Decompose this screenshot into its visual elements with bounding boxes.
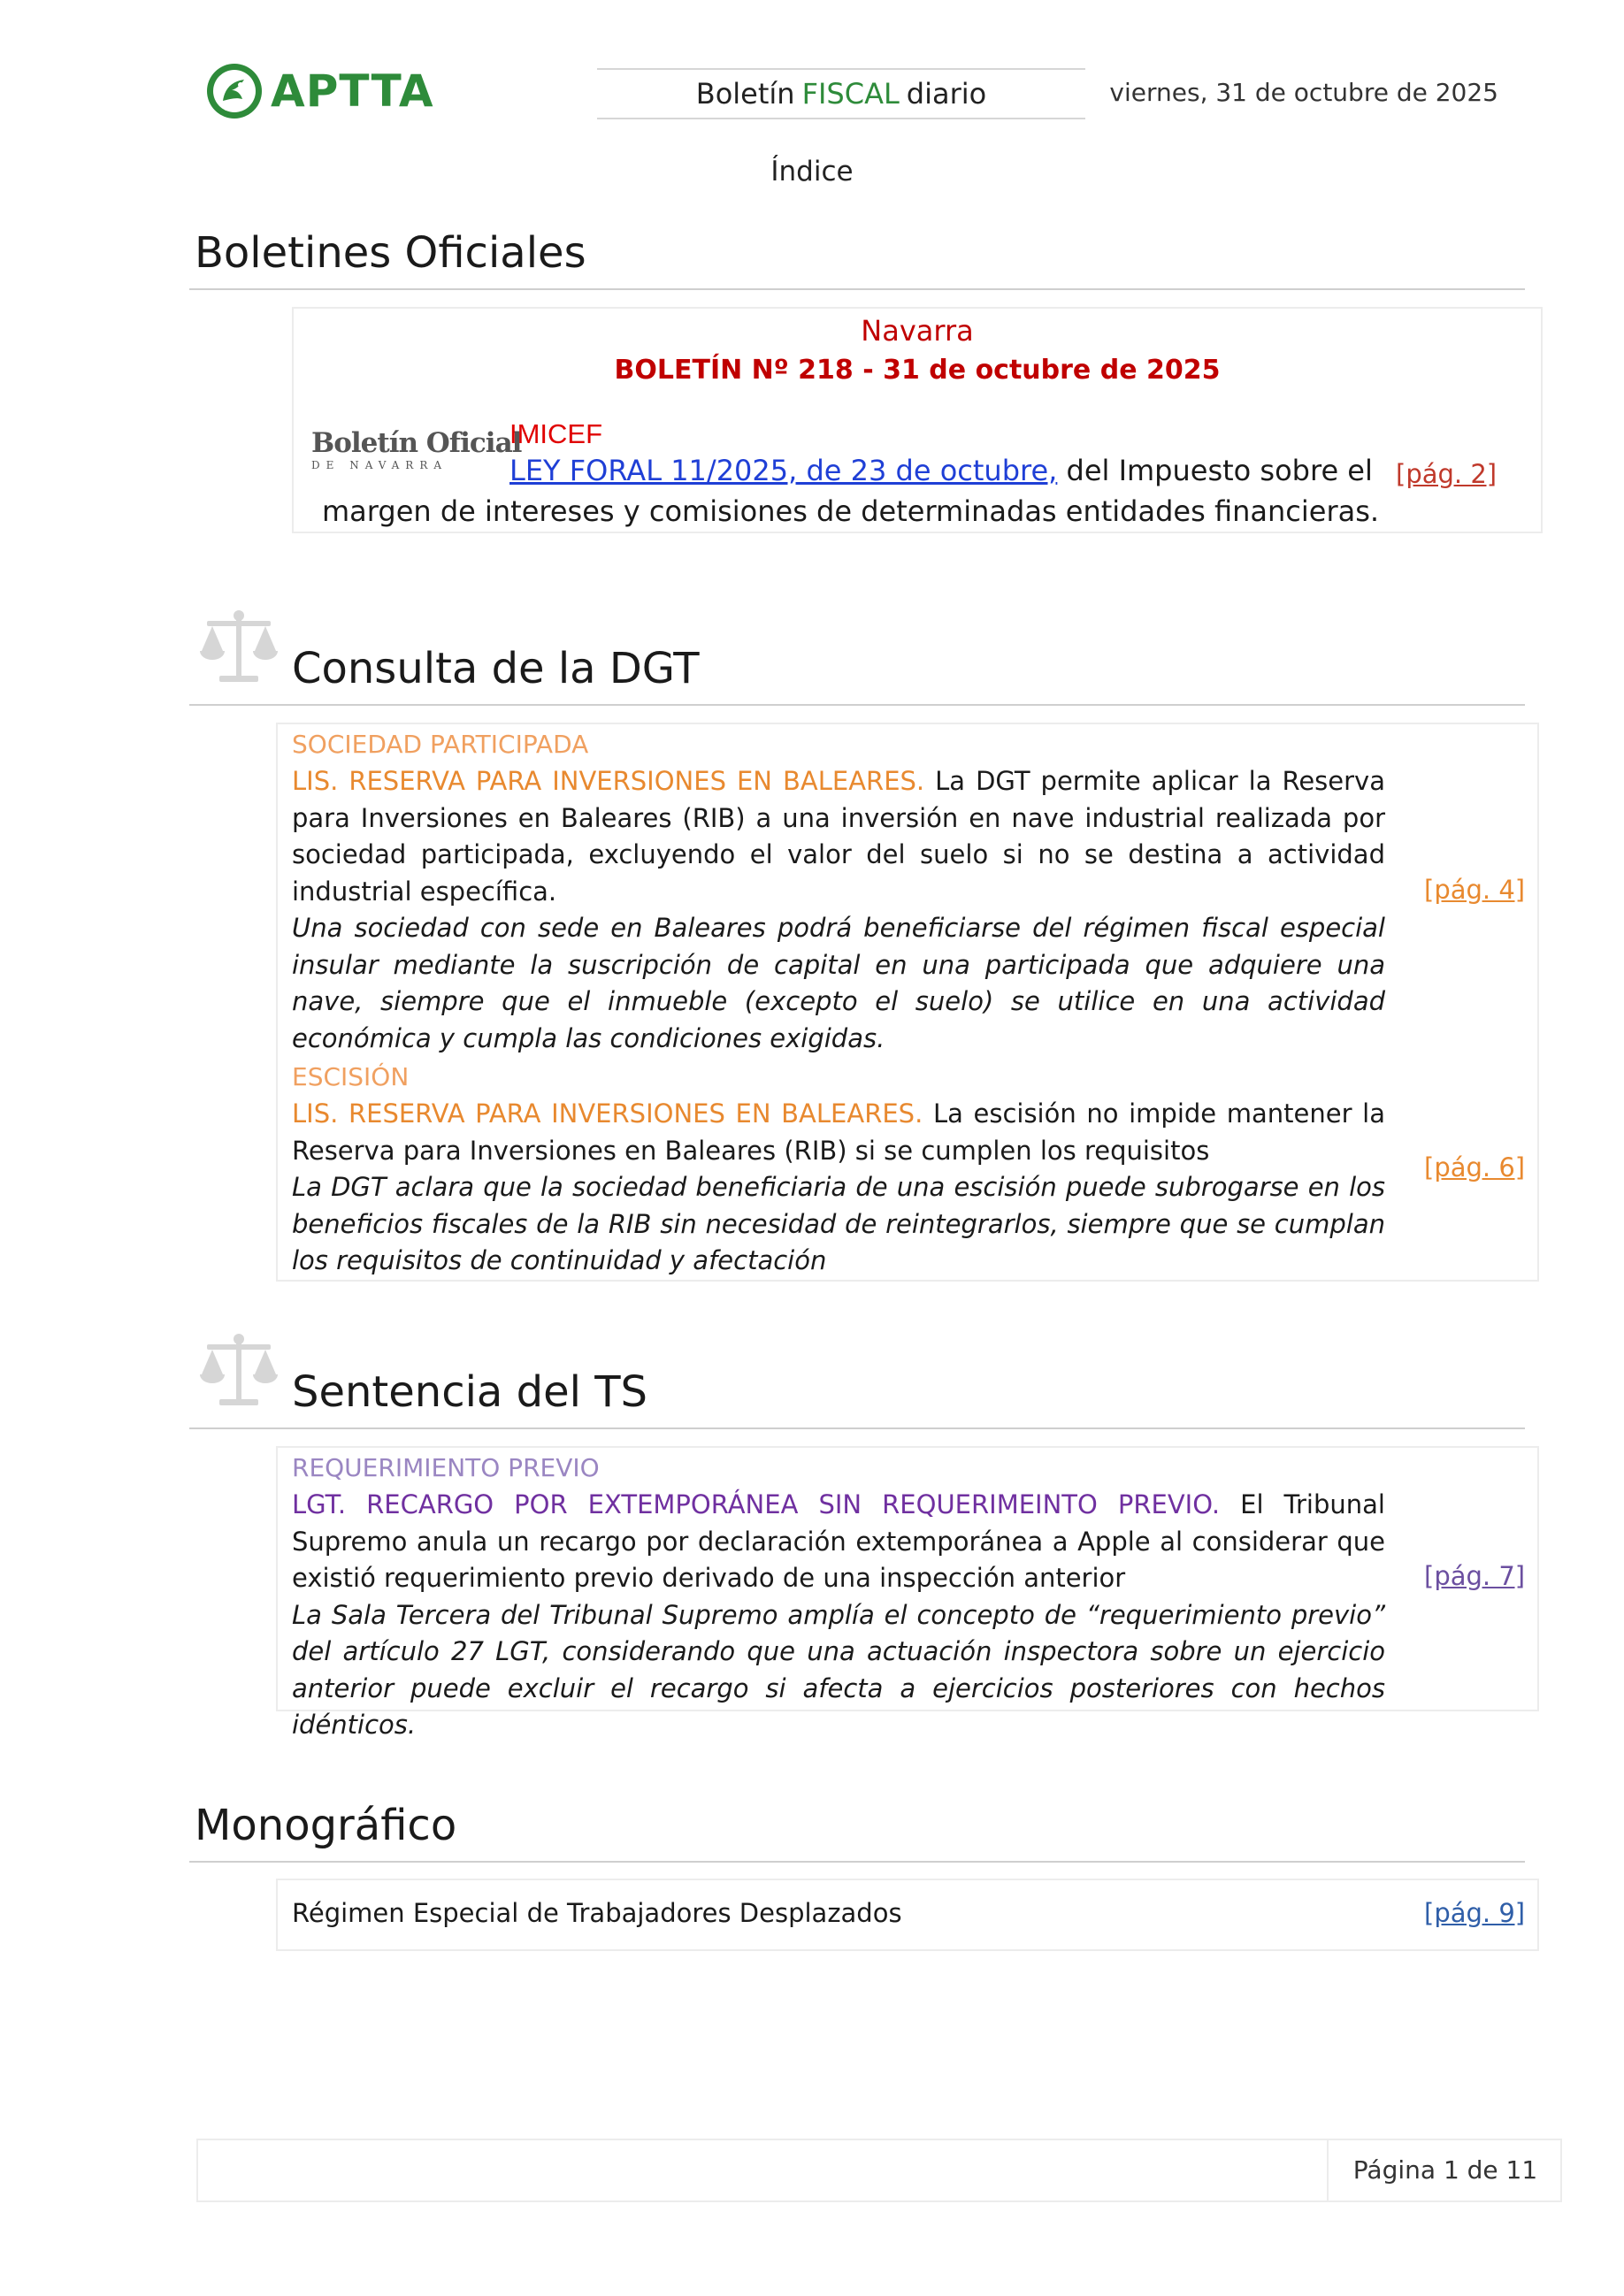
dgt-page-ref-2[interactable]: [pág. 6]: [1424, 1152, 1526, 1182]
ts-category: REQUERIMIENTO PREVIO: [292, 1453, 600, 1482]
region-label: Navarra: [861, 314, 974, 348]
monografico-page-ref[interactable]: [pág. 9]: [1424, 1898, 1526, 1928]
section-heading-monografico: Monográfico: [195, 1801, 457, 1850]
title-post: diario: [906, 77, 987, 111]
section-rule: [189, 1861, 1525, 1863]
dgt-category-2: ESCISIÓN: [292, 1062, 410, 1091]
logo-line2: DE NAVARRA: [311, 459, 448, 471]
ts-summary: La Sala Tercera del Tribunal Supremo amplía el concepto de “requerimiento previo” del artículo 27 LGT, considerando que una actuación inspectora sobre un ejercicio anterior puede excluir el recargo si afecta a ejercicios posteriores con hechos idénticos.: [292, 1599, 1385, 1740]
monografico-item: Régimen Especial de Trabajadores Desplazados: [292, 1898, 902, 1928]
ts-entry: [292, 1487, 1385, 1744]
scale-icon: [196, 607, 281, 692]
aptta-logo: [205, 60, 453, 122]
title-pre: Boletín: [695, 77, 795, 111]
ts-title: LGT. RECARGO POR EXTEMPORÁNEA SIN REQUERIMEINTO PREVIO.: [292, 1489, 1221, 1519]
dgt-entry-2: [292, 1096, 1385, 1280]
dgt-text-1: La DGT permite aplicar la Reserva para Inversiones en Baleares (RIB) a una inversión en nave industrial realizada por sociedad participada, excluyendo el valor del suelo si no se destina a actividad industrial específica.: [292, 766, 1385, 907]
dgt-category-1: SOCIEDAD PARTICIPADA: [292, 730, 589, 759]
section-rule: [189, 1427, 1525, 1429]
section-rule: [189, 704, 1525, 706]
section-heading-dgt: Consulta de la DGT: [292, 644, 700, 693]
scale-icon: [196, 1330, 281, 1415]
dgt-summary-1: Una sociedad con sede en Baleares podrá beneficiarse del régimen fiscal especial insular mediante la suscripción de capital en una participada que adquiere una nave, siempre que el inmueble (excepto el suelo) se utilice en una actividad económica y cumpla las condiciones exigidas.: [292, 913, 1385, 1053]
aptta-logo-icon: [205, 62, 264, 120]
law-line-2: margen de intereses y comisiones de determinadas entidades financieras.: [322, 494, 1380, 528]
bulletin-header-title: [597, 68, 1085, 119]
monografico-box: [276, 1879, 1539, 1951]
dgt-title-2: LIS. RESERVA PARA INVERSIONES EN BALEARES.: [292, 1098, 923, 1129]
footer-page-number: Página 1 de 11: [1352, 2154, 1538, 2185]
logo-line1: Boletín Oficial: [311, 427, 522, 459]
dgt-entry-1: [292, 763, 1385, 1057]
law-line-1: [509, 454, 1394, 487]
law-link[interactable]: LEY FORAL 11/2025, de 23 de octubre,: [509, 454, 1058, 487]
logo-text: APTTA: [271, 65, 434, 117]
footer-divider: [1327, 2139, 1329, 2200]
dgt-text-2: La escisión no impide mantener la Reserva para Inversiones en Baleares (RIB) si se cumplen los requisitos: [292, 1098, 1385, 1166]
section-rule: [189, 288, 1525, 290]
dgt-title-1: LIS. RESERVA PARA INVERSIONES EN BALEARES.: [292, 766, 925, 796]
title-green: FISCAL: [801, 77, 900, 111]
dgt-summary-2: La DGT aclara que la sociedad beneficiaria de una escisión puede subrogarse en los beneficios fiscales de la RIB sin necesidad de reintegrarlos, siempre que se cumplan los requisitos de continuidad y afectación: [292, 1172, 1385, 1275]
imicef-tag: IMICEF: [509, 418, 603, 449]
boletin-box: [292, 307, 1543, 533]
dgt-box: [276, 723, 1539, 1282]
boletin-navarra-logo: [311, 427, 522, 482]
ts-page-ref[interactable]: [pág. 7]: [1424, 1561, 1526, 1591]
ts-text: El Tribunal Supremo anula un recargo por declaración extemporánea a Apple al considerar que existió requerimiento previo derivado de una inspección anterior: [292, 1489, 1385, 1593]
header-date: viernes, 31 de octubre de 2025: [1109, 78, 1498, 107]
section-heading-ts: Sentencia del TS: [292, 1367, 647, 1417]
dgt-page-ref-1[interactable]: [pág. 4]: [1424, 875, 1526, 905]
bulletin-title: BOLETÍN Nº 218 - 31 de octubre de 2025: [614, 355, 1221, 386]
ts-box: [276, 1446, 1539, 1740]
section-heading-boletines: Boletines Oficiales: [195, 228, 586, 278]
index-label: Índice: [770, 156, 854, 188]
page-ref-link[interactable]: [pág. 2]: [1396, 459, 1498, 489]
law-text-1: del Impuesto sobre el: [1057, 454, 1373, 487]
